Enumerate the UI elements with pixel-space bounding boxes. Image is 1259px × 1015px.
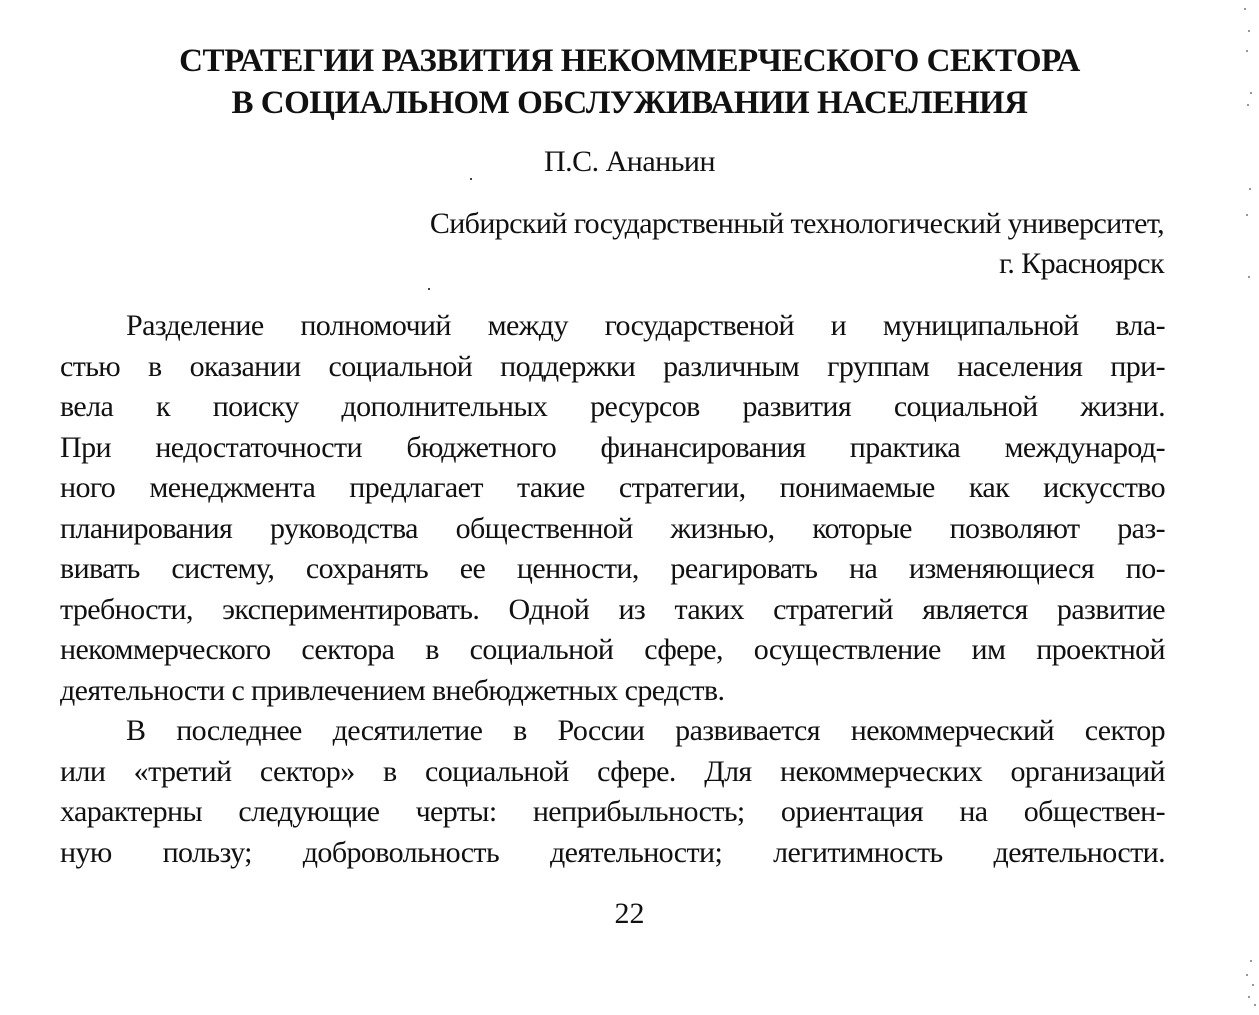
text-line: или «третий сектор» в социальной сфере. Для некоммерческих организаций — [60, 754, 1165, 788]
author-name: П.С. Ананьин — [543, 145, 716, 178]
text-line: вивать систему, сохранять ее ценности, реагировать на изменяющиеся по- — [60, 552, 1165, 585]
text-line: вела к поиску дополнительных ресурсов развития социальной жизни. — [60, 390, 1165, 423]
title-line-2: В СОЦИАЛЬНОМ ОБСЛУЖИВАНИИ НАСЕЛЕНИЯ — [231, 85, 1028, 121]
page-number: 22 — [614, 897, 645, 930]
text-line: стью в оказании социальной поддержки различным группам населения при- — [60, 349, 1165, 383]
text-line: При недостаточности бюджетного финансирования практика международ- — [60, 430, 1165, 464]
scan-speck — [470, 178, 472, 180]
text-line: планирования руководства общественной жизнью, которые позволяют раз- — [60, 511, 1165, 545]
text-line: деятельности с привлечением внебюджетных средств. — [60, 673, 725, 707]
scan-noise-margin — [1236, 0, 1259, 1015]
affiliation-line-1: Сибирский государственный технологический университет, — [429, 207, 1164, 240]
text-line: требности, экспериментировать. Одной из таких стратегий является развитие — [60, 592, 1165, 626]
paragraph-2 — [60, 711, 1165, 873]
text-line: ного менеджмента предлагает такие стратегии, понимаемые как искусство — [60, 471, 1165, 504]
scan-speck — [428, 288, 430, 290]
paragraph-1 — [60, 306, 1165, 711]
affiliation-line-2: г. Красноярск — [999, 247, 1164, 280]
article-title — [0, 40, 1259, 124]
article-body — [60, 306, 1165, 873]
text-line: Разделение полномочий между государственой и муниципальной вла- — [126, 309, 1165, 342]
text-line: характерны следующие черты: неприбыльность; ориентация на обществен- — [60, 795, 1165, 828]
text-line: В последнее десятилетие в России развивается некоммерческий сектор — [126, 714, 1165, 747]
text-line: ную пользу; добровольность деятельности; легитимность деятельности. — [60, 835, 1165, 869]
text-line: некоммерческого сектора в социальной сфере, осуществление им проектной — [60, 633, 1165, 666]
affiliation — [430, 204, 1164, 284]
title-line-1: СТРАТЕГИИ РАЗВИТИЯ НЕКОММЕРЧЕСКОГО СЕКТОРА — [179, 43, 1080, 79]
